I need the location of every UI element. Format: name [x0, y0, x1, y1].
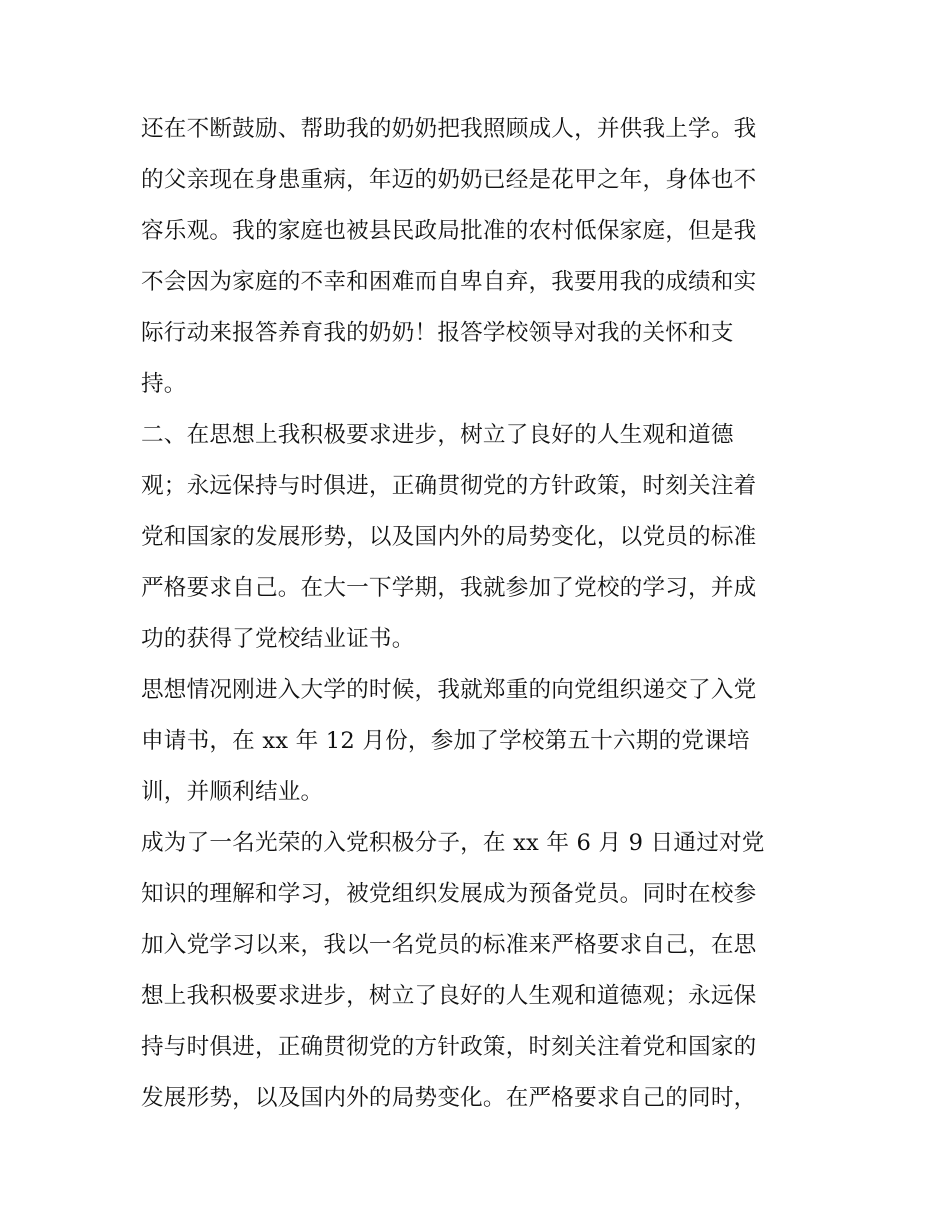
- body-text-line: 不会因为家庭的不幸和困难而自卑自弃，我要用我的成绩和实: [141, 269, 757, 295]
- body-text-line: 训，并顺利结业。: [141, 779, 324, 805]
- body-text-line: 持。: [141, 371, 187, 397]
- body-text-line: 党和国家的发展形势，以及国内外的局势变化，以党员的标准: [141, 524, 757, 550]
- body-text-line: 申请书，在 xx 年 12 月份，参加了学校第五十六期的党课培: [141, 728, 750, 754]
- body-text-line: 加入党学习以来，我以一名党员的标准来严格要求自己，在思: [141, 932, 757, 958]
- body-text-line: 观；永远保持与时俱进，正确贯彻党的方针政策，时刻关注着: [141, 473, 757, 499]
- body-text-line: 知识的理解和学习，被党组织发展成为预备党员。同时在校参: [141, 881, 757, 907]
- body-text-line: 功的获得了党校结业证书。: [141, 626, 415, 652]
- section-heading-line: 二、在思想上我积极要求进步，树立了良好的人生观和道德: [141, 422, 734, 448]
- body-text-line: 容乐观。我的家庭也被县民政局批准的农村低保家庭，但是我: [141, 218, 757, 244]
- body-text-line: 发展形势，以及国内外的局势变化。在严格要求自己的同时，: [141, 1085, 757, 1111]
- body-text-line: 严格要求自己。在大一下学期，我就参加了党校的学习，并成: [141, 575, 757, 601]
- body-text-line: 成为了一名光荣的入党积极分子，在 xx 年 6 月 9 日通过对党: [141, 830, 765, 856]
- body-text-line: 的父亲现在身患重病，年迈的奶奶已经是花甲之年，身体也不: [141, 167, 757, 193]
- body-text-line: 想上我积极要求进步，树立了良好的人生观和道德观；永远保: [141, 983, 757, 1009]
- body-text-line: 思想情况刚进入大学的时候，我就郑重的向党组织递交了入党: [141, 677, 757, 703]
- body-text-line: 还在不断鼓励、帮助我的奶奶把我照顾成人，并供我上学。我: [141, 116, 757, 142]
- body-text-line: 际行动来报答养育我的奶奶！报答学校领导对我的关怀和支: [141, 320, 734, 346]
- body-text-line: 持与时俱进，正确贯彻党的方针政策，时刻关注着党和国家的: [141, 1034, 757, 1060]
